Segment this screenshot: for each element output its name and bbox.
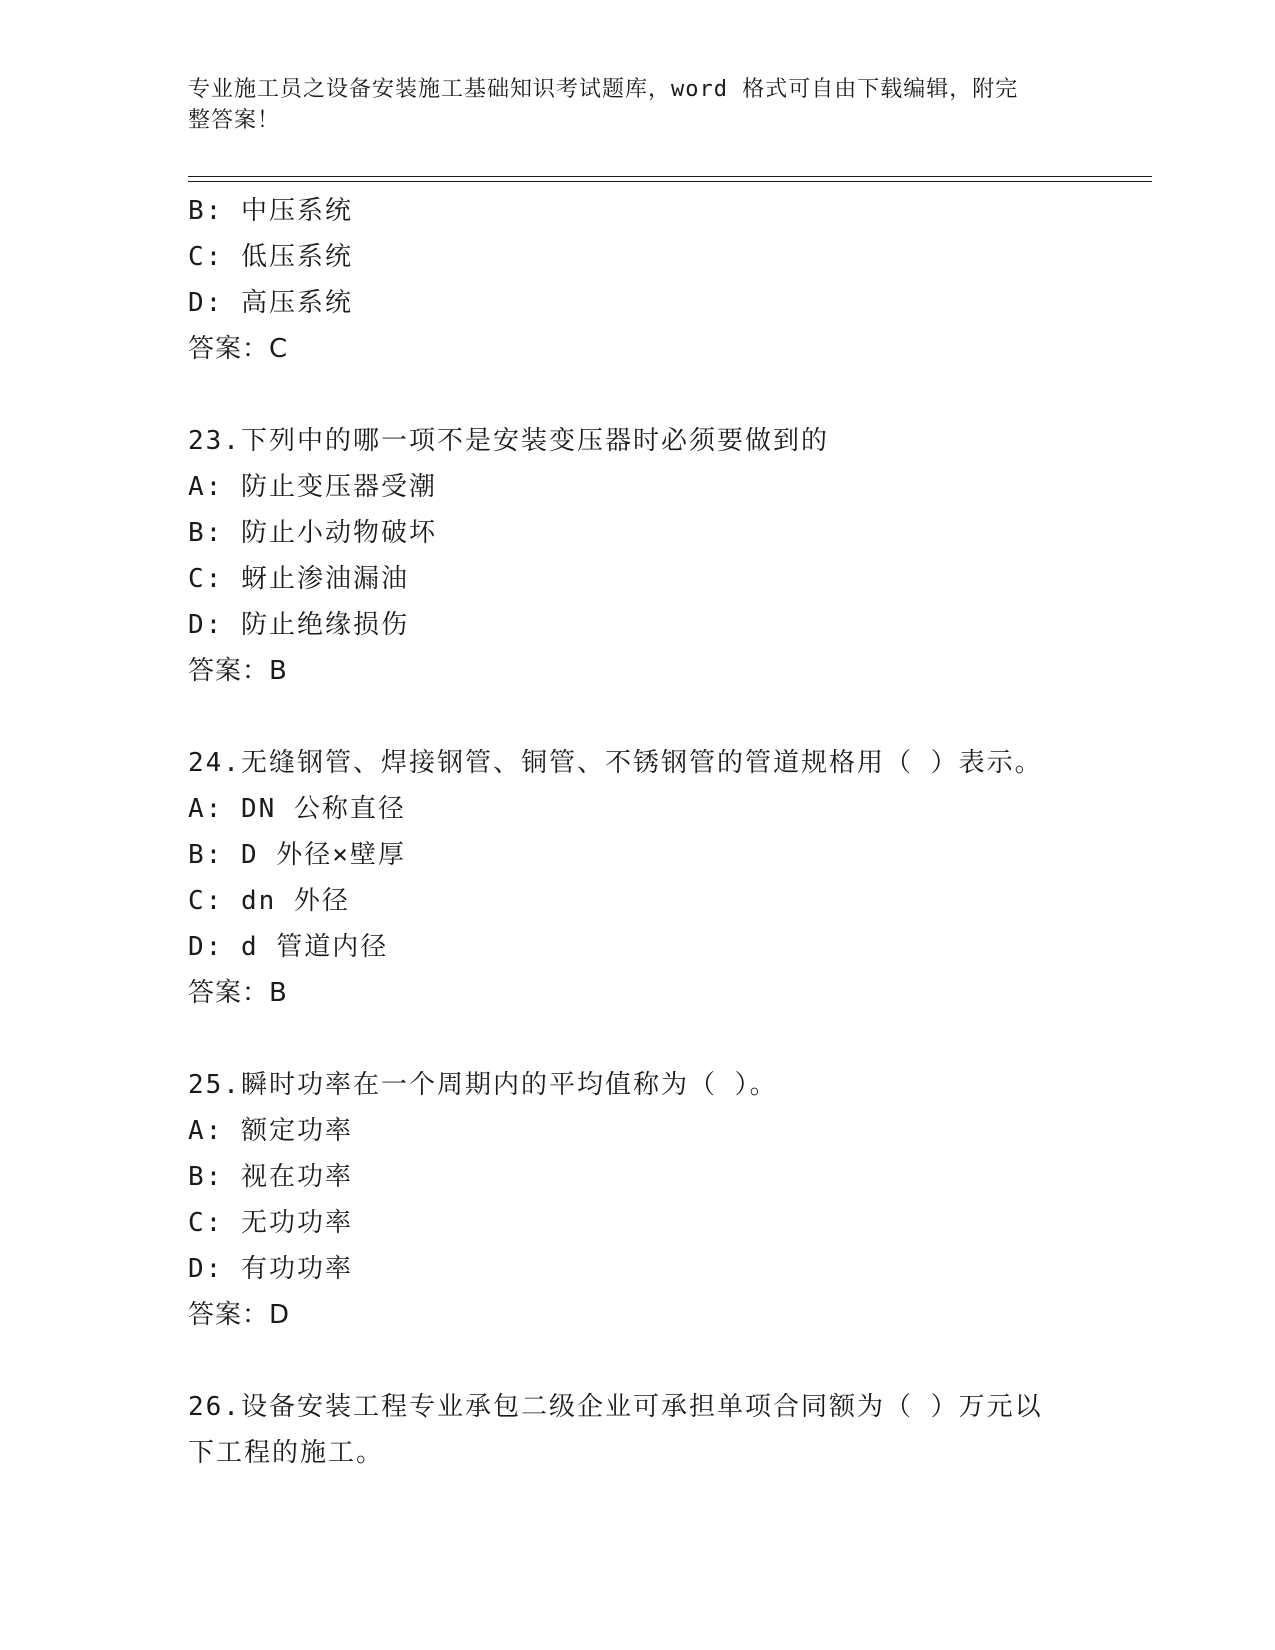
spacer [188,694,1088,740]
question-23 [188,418,1088,694]
answer-line: 答案：B [188,656,288,686]
option-d: D: d 管道内径 [188,932,389,962]
option-a: A: 防止变压器受潮 [188,472,437,502]
option-d: D: 有功功率 [188,1254,353,1284]
option-a: A: 额定功率 [188,1116,353,1146]
question-22 [188,188,1088,372]
question-list [188,188,1088,1476]
option-b: B: 视在功率 [188,1162,353,1192]
option-c: C: 低压系统 [188,242,353,272]
question-text-line-1: 26.设备安装工程专业承包二级企业可承担单项合同额为（ ）万元以 [188,1392,1043,1422]
question-text: 25.瞬时功率在一个周期内的平均值称为（ ）。 [188,1070,778,1100]
document-header [188,74,1068,136]
option-b: B: 中压系统 [188,196,353,226]
spacer [188,1016,1088,1062]
header-title-line-1: 专业施工员之设备安装施工基础知识考试题库，word 格式可自由下载编辑，附完 [188,77,1019,102]
header-title-line-2: 整答案！ [188,108,281,133]
option-c: C: 无功功率 [188,1208,353,1238]
question-25 [188,1062,1088,1338]
option-c: C: dn 外径 [188,886,350,916]
header-divider-bottom [188,181,1152,182]
spacer [188,1338,1088,1384]
question-26 [188,1384,1088,1476]
option-a: A: DN 公称直径 [188,794,406,824]
option-b: B: D 外径×壁厚 [188,840,406,870]
header-divider-top [188,176,1152,177]
question-text: 23.下列中的哪一项不是安装变压器时必须要做到的 [188,426,829,456]
answer-line: 答案：B [188,978,288,1008]
question-text: 24.无缝钢管、焊接钢管、铜管、不锈钢管的管道规格用（ ）表示。 [188,748,1043,778]
question-text-line-2: 下工程的施工。 [188,1438,385,1468]
answer-line: 答案：C [188,334,289,364]
option-d: D: 防止绝缘损伤 [188,610,409,640]
answer-line: 答案：D [188,1300,291,1330]
question-24 [188,740,1088,1016]
spacer [188,372,1088,418]
option-b: B: 防止小动物破坏 [188,518,437,548]
option-c: C: 蚜止渗油漏油 [188,564,409,594]
option-d: D: 高压系统 [188,288,353,318]
